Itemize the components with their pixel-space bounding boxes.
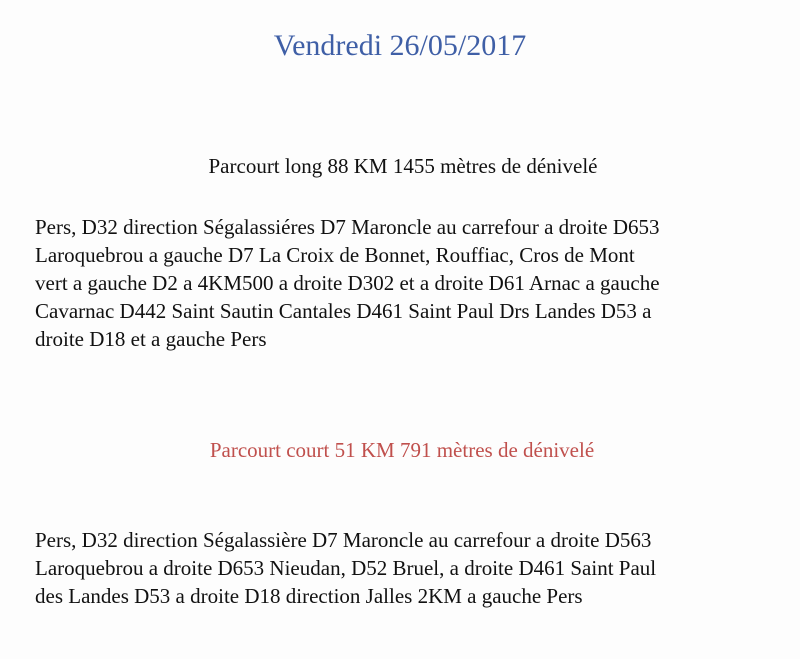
long-route-description — [35, 213, 795, 353]
long-route-line: Cavarnac D442 Saint Sautin Cantales D461 Saint Paul Drs Landes D53 a — [35, 299, 652, 323]
long-route-line: Pers, D32 direction Ségalassiéres D7 Maroncle au carrefour a droite D653 — [35, 215, 660, 239]
date-title: Vendredi 26/05/2017 — [273, 29, 527, 62]
short-route-description — [35, 526, 795, 610]
short-route-line: Laroquebrou a droite D653 Nieudan, D52 Bruel, a droite D461 Saint Paul — [35, 556, 657, 580]
short-route-line: Pers, D32 direction Ségalassière D7 Maroncle au carrefour a droite D563 — [35, 528, 652, 552]
long-route-line: Laroquebrou a gauche D7 La Croix de Bonnet, Rouffiac, Cros de Mont — [35, 243, 635, 267]
short-route-line: des Landes D53 a droite D18 direction Jalles 2KM a gauche Pers — [35, 584, 583, 608]
long-route-line: droite D18 et a gauche Pers — [35, 327, 267, 351]
long-route-heading: Parcourt long 88 KM 1455 mètres de dénivelé — [208, 154, 598, 178]
long-route-line: vert a gauche D2 a 4KM500 a droite D302 et a droite D61 Arnac a gauche — [35, 271, 660, 295]
short-route-heading: Parcourt court 51 KM 791 mètres de dénivelé — [209, 438, 595, 462]
